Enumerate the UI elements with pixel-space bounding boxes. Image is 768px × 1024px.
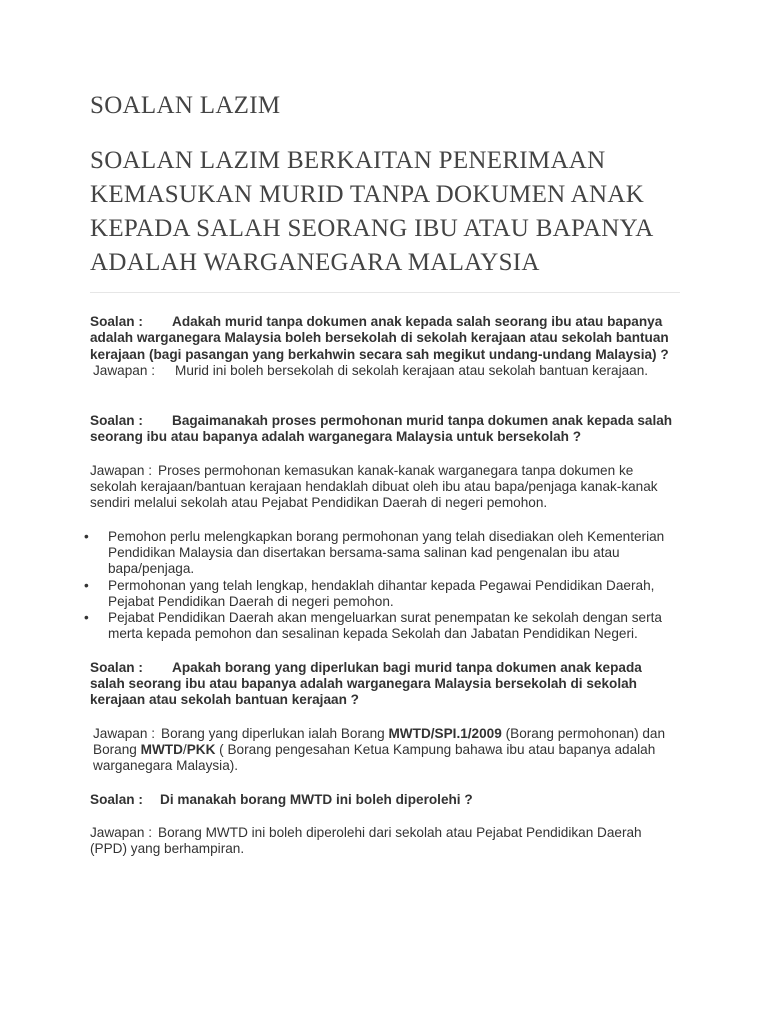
- question-4: [90, 792, 675, 808]
- form-code-spi: MWTD/SPI.1/2009: [388, 725, 502, 741]
- question-label: Soalan :: [90, 314, 143, 329]
- bullet-icon: •: [84, 528, 89, 544]
- question-3: [90, 660, 675, 709]
- question-3-text: Apakah borang yang diperlukan bagi murid tanpa dokumen anak kepada salah seorang ibu atau bapanya adalah warganegara Malaysia bersekolah di sekolah kerajaan atau sekolah bantuan kerajaan ?: [90, 659, 642, 708]
- question-label: Soalan :: [90, 413, 143, 429]
- question-2: [90, 413, 675, 446]
- answer-4: [90, 825, 675, 858]
- list-item: • Pemohon perlu melengkapkan borang permohonan yang telah disediakan oleh Kementerian Pendidikan Malaysia dan disertakan bersama-sama salinan kad pengenalan ibu atau bapa/penjaga.: [84, 528, 665, 577]
- bullet-icon: •: [84, 577, 89, 593]
- answer-2-text: Proses permohonan kemasukan kanak-kanak warganegara tanpa dokumen ke sekolah kerajaan/bantuan kerajaan hendaklah dibuat oleh ibu atau bapa/penjaga kanak-kanak sendiri melalui sekolah atau Pejabat Pendidikan Daerah di negeri pemohon.: [90, 462, 658, 511]
- bullet-icon: •: [84, 610, 89, 626]
- answer-3: Jawapan : Borang yang diperlukan ialah Borang MWTD/SPI.1/2009 (Borang permohonan) dan Borang MWTD/PKK ( Borang pengesahan Ketua Kampung bahawa ibu atau bapanya adalah warganegara Malaysia).: [93, 725, 666, 774]
- answer-2: [90, 463, 675, 512]
- page-title: SOALAN LAZIM: [90, 92, 281, 119]
- question-4-text: Di manakah borang MWTD ini boleh diperolehi ?: [160, 791, 473, 807]
- answer-label: Jawapan :: [90, 824, 152, 840]
- question-1: [90, 314, 675, 363]
- answer-1: [90, 363, 675, 379]
- page-subtitle: SOALAN LAZIM BERKAITAN PENERIMAAN KEMASUKAN MURID TANPA DOKUMEN ANAK KEPADA SALAH SEORANG IBU ATAU BAPANYA ADALAH WARGANEGARA MALAYSIA: [90, 147, 653, 276]
- answer-label: Jawapan :: [93, 725, 155, 741]
- list-item: • Permohonan yang telah lengkap, hendaklah dihantar kepada Pegawai Pendidikan Daerah, Pejabat Pendidikan Daerah di negeri pemohon.: [84, 577, 655, 609]
- answer-4-text: Borang MWTD ini boleh diperolehi dari sekolah atau Pejabat Pendidikan Daerah (PPD) yang berhampiran.: [90, 824, 642, 857]
- question-2-text: Bagaimanakah proses permohonan murid tanpa dokumen anak kepada salah seorang ibu atau bapanya adalah warganegara Malaysia untuk bersekolah ?: [90, 413, 673, 445]
- process-steps-list: [84, 528, 675, 643]
- question-1-text: Adakah murid tanpa dokumen anak kepada salah seorang ibu atau bapanya adalah warganegara Malaysia boleh bersekolah di sekolah kerajaan atau sekolah bantuan kerajaan (bagi pasangan yang berkahwin secara sah megikut undang-undang Malaysia) ?: [90, 314, 669, 362]
- answer-1-text: Murid ini boleh bersekolah di sekolah kerajaan atau sekolah bantuan kerajaan.: [175, 362, 649, 378]
- question-label: Soalan :: [90, 791, 143, 807]
- answer-label: Jawapan :: [90, 462, 152, 478]
- answer-label: Jawapan :: [93, 362, 155, 378]
- list-item: • Pejabat Pendidikan Daerah akan mengeluarkan surat penempatan ke sekolah dengan serta merta kepada pemohon dan sesalinan kepada Sekolah dan Jabatan Pendidikan Negeri.: [84, 610, 662, 642]
- form-code-pkk: PKK: [186, 741, 216, 757]
- section-divider: [90, 292, 680, 293]
- question-label: Soalan :: [90, 659, 143, 675]
- faq-content: [84, 314, 675, 857]
- form-code-mwtd: MWTD: [140, 741, 183, 757]
